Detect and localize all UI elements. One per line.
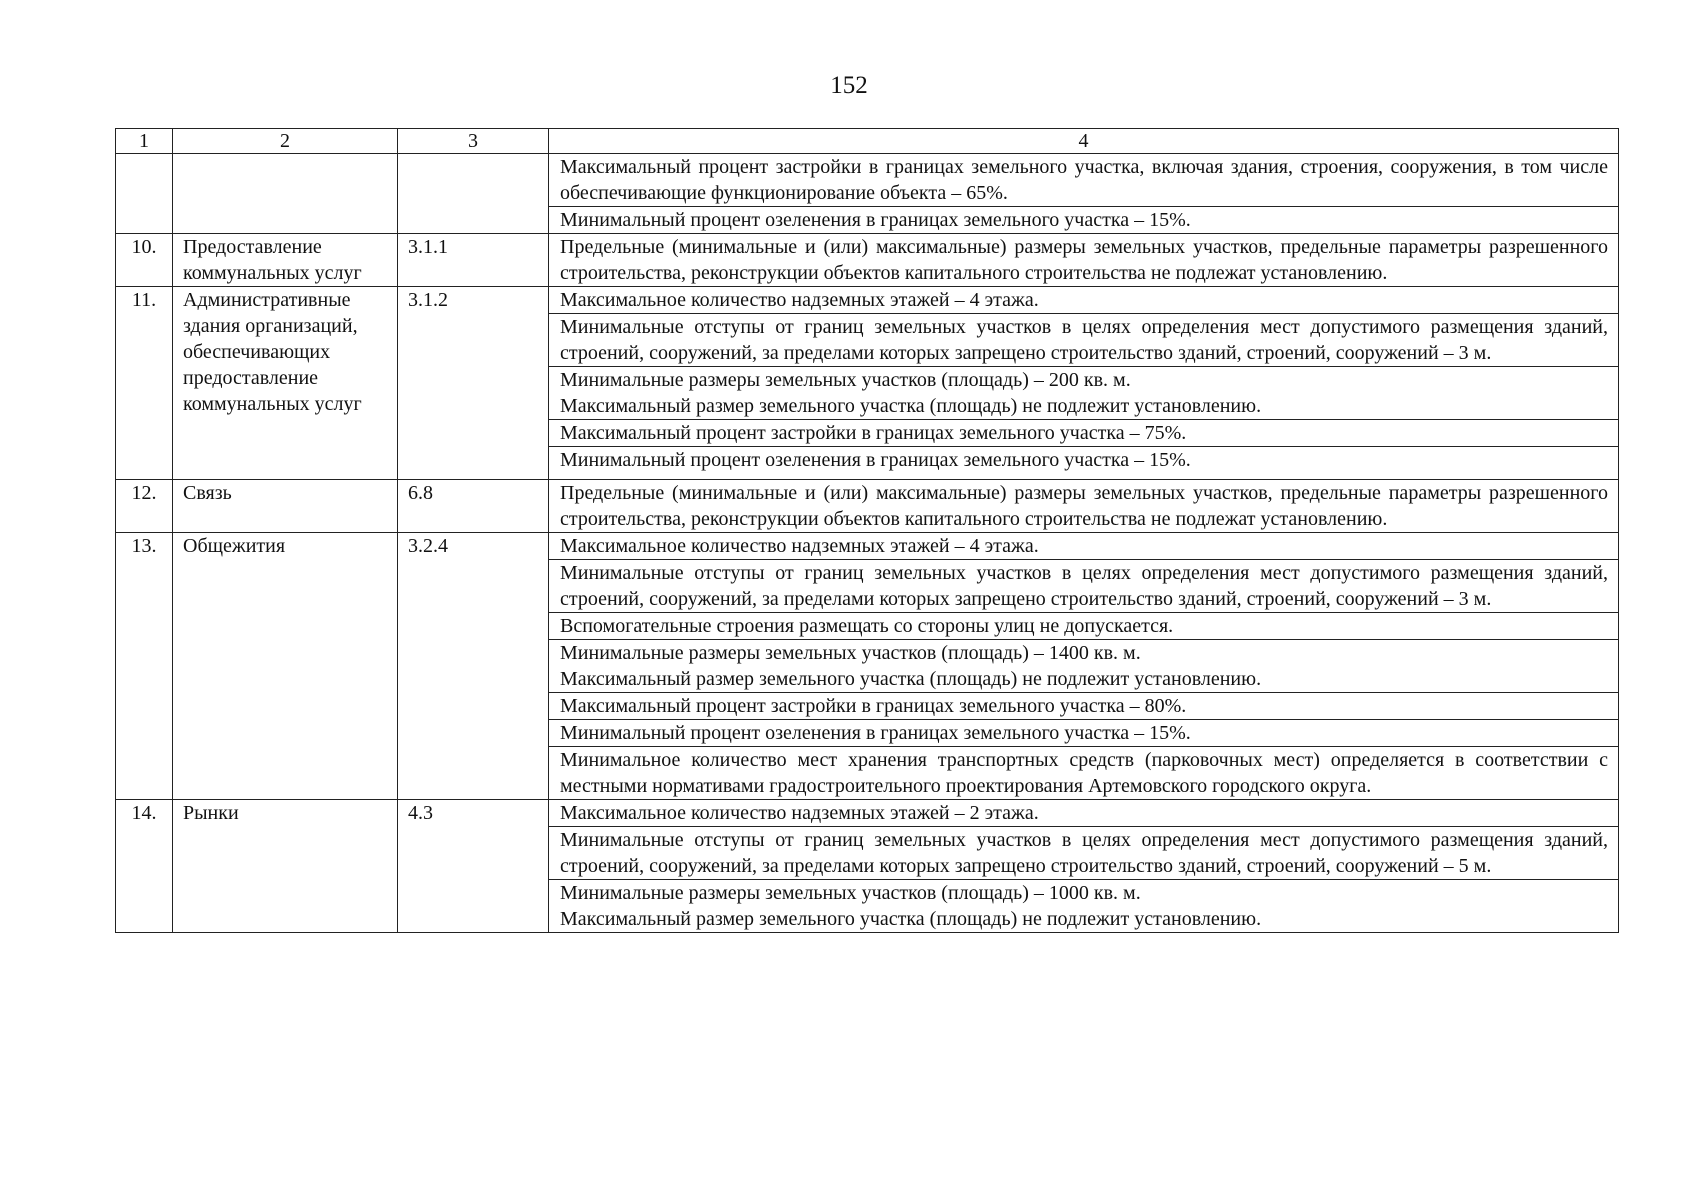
- parameter-text: Максимальное количество надземных этажей – 4 этажа.: [560, 289, 1039, 311]
- parameter-text: Максимальный размер земельного участка (площадь) не подлежит установлению.: [560, 395, 1262, 417]
- use-type-name: Рынки: [173, 800, 398, 933]
- parameter-cell: [549, 560, 1619, 613]
- parameter-text: Минимальное количество мест хранения транспортных средств (парковочных мест) определяется в соответствии с местными нормативами градостроительного проектирования Артемовского городского округа.: [560, 749, 1608, 797]
- use-type-name: Административные здания организаций, обеспечивающих предоставление коммунальных услуг: [173, 287, 398, 480]
- parameter-text: Максимальное количество надземных этажей – 2 этажа.: [560, 802, 1039, 824]
- parameter-text: Вспомогательные строения размещать со стороны улиц не допускается.: [560, 615, 1174, 637]
- parameter-cell: [549, 154, 1619, 207]
- use-type-code: 3.1.2: [398, 287, 549, 480]
- parameter-text: Минимальные размеры земельных участков (площадь) – 200 кв. м.: [560, 369, 1131, 391]
- parameter-cell: [549, 693, 1619, 720]
- table-row: [116, 287, 1619, 314]
- parameter-text: Минимальный процент озеленения в границах земельного участка – 15%.: [560, 722, 1191, 744]
- parameter-cell: [549, 640, 1619, 693]
- column-header: 4: [549, 129, 1619, 154]
- parameter-cell: [549, 613, 1619, 640]
- parameter-cell: [549, 827, 1619, 880]
- page-number: 152: [830, 72, 868, 99]
- parameter-cell: [549, 207, 1619, 234]
- table-row: [116, 800, 1619, 827]
- parameter-cell: [549, 234, 1619, 287]
- parameter-text: Максимальный процент застройки в границах земельного участка, включая здания, строения, сооружения, в том числе обеспечивающие функционирование объекта – 65%.: [560, 156, 1608, 204]
- parameter-text: Предельные (минимальные и (или) максимальные) размеры земельных участков, предельные параметры разрешенного строительства, реконструкции объектов капитального строительства не подлежат установлению.: [560, 236, 1608, 284]
- parameter-text: Минимальные размеры земельных участков (площадь) – 1000 кв. м.: [560, 882, 1141, 904]
- parameter-text: Минимальный процент озеленения в границах земельного участка – 15%.: [560, 209, 1191, 231]
- use-type-code: 3.2.4: [398, 533, 549, 800]
- row-number: 10.: [116, 234, 173, 287]
- column-header: 2: [173, 129, 398, 154]
- parameter-text: Минимальные отступы от границ земельных участков в целях определения мест допустимого размещения зданий, строений, сооружений, за пределами которых запрещено строительство зданий, строений, сооружений – 3 м.: [560, 562, 1608, 610]
- parameter-cell: [549, 447, 1619, 480]
- row-number: 14.: [116, 800, 173, 933]
- table-row: [116, 154, 1619, 207]
- row-number: 13.: [116, 533, 173, 800]
- use-type-name: [173, 154, 398, 234]
- parameter-text: Максимальный процент застройки в границах земельного участка – 80%.: [560, 695, 1187, 717]
- use-type-name: Связь: [173, 480, 398, 533]
- use-type-name: Предоставление коммунальных услуг: [173, 234, 398, 287]
- parameter-cell: [549, 533, 1619, 560]
- row-number: 12.: [116, 480, 173, 533]
- parameter-text: Минимальные отступы от границ земельных участков в целях определения мест допустимого размещения зданий, строений, сооружений, за пределами которых запрещено строительство зданий, строений, сооружений – 5 м.: [560, 829, 1608, 877]
- row-number: [116, 154, 173, 234]
- row-number: 11.: [116, 287, 173, 480]
- parameter-cell: [549, 720, 1619, 747]
- use-type-code: 3.1.1: [398, 234, 549, 287]
- use-type-code: [398, 154, 549, 234]
- parameter-cell: [549, 287, 1619, 314]
- parameter-text: Предельные (минимальные и (или) максимальные) размеры земельных участков, предельные параметры разрешенного строительства, реконструкции объектов капитального строительства не подлежат установлению.: [560, 482, 1608, 530]
- column-header: 3: [398, 129, 549, 154]
- column-header: 1: [116, 129, 173, 154]
- use-type-name: Общежития: [173, 533, 398, 800]
- parameters-table: [115, 128, 1619, 933]
- parameter-text: Максимальный размер земельного участка (площадь) не подлежит установлению.: [560, 668, 1262, 690]
- parameter-cell: [549, 420, 1619, 447]
- parameter-cell: [549, 880, 1619, 933]
- use-type-code: 6.8: [398, 480, 549, 533]
- parameter-cell: [549, 800, 1619, 827]
- parameter-text: Максимальное количество надземных этажей – 4 этажа.: [560, 535, 1039, 557]
- table-row: [116, 480, 1619, 533]
- parameter-text: Максимальный процент застройки в границах земельного участка – 75%.: [560, 422, 1187, 444]
- parameter-cell: [549, 367, 1619, 420]
- parameter-text: Минимальные размеры земельных участков (площадь) – 1400 кв. м.: [560, 642, 1141, 664]
- table-row: [116, 234, 1619, 287]
- use-type-code: 4.3: [398, 800, 549, 933]
- parameter-cell: [549, 314, 1619, 367]
- parameter-text: Минимальный процент озеленения в границах земельного участка – 15%.: [560, 449, 1191, 471]
- header-row: [116, 129, 1619, 154]
- parameter-text: Минимальные отступы от границ земельных участков в целях определения мест допустимого размещения зданий, строений, сооружений, за пределами которых запрещено строительство зданий, строений, сооружений – 3 м.: [560, 316, 1608, 364]
- table-row: [116, 533, 1619, 560]
- parameter-cell: [549, 747, 1619, 800]
- parameter-text: Максимальный размер земельного участка (площадь) не подлежит установлению.: [560, 908, 1262, 930]
- parameter-cell: [549, 480, 1619, 533]
